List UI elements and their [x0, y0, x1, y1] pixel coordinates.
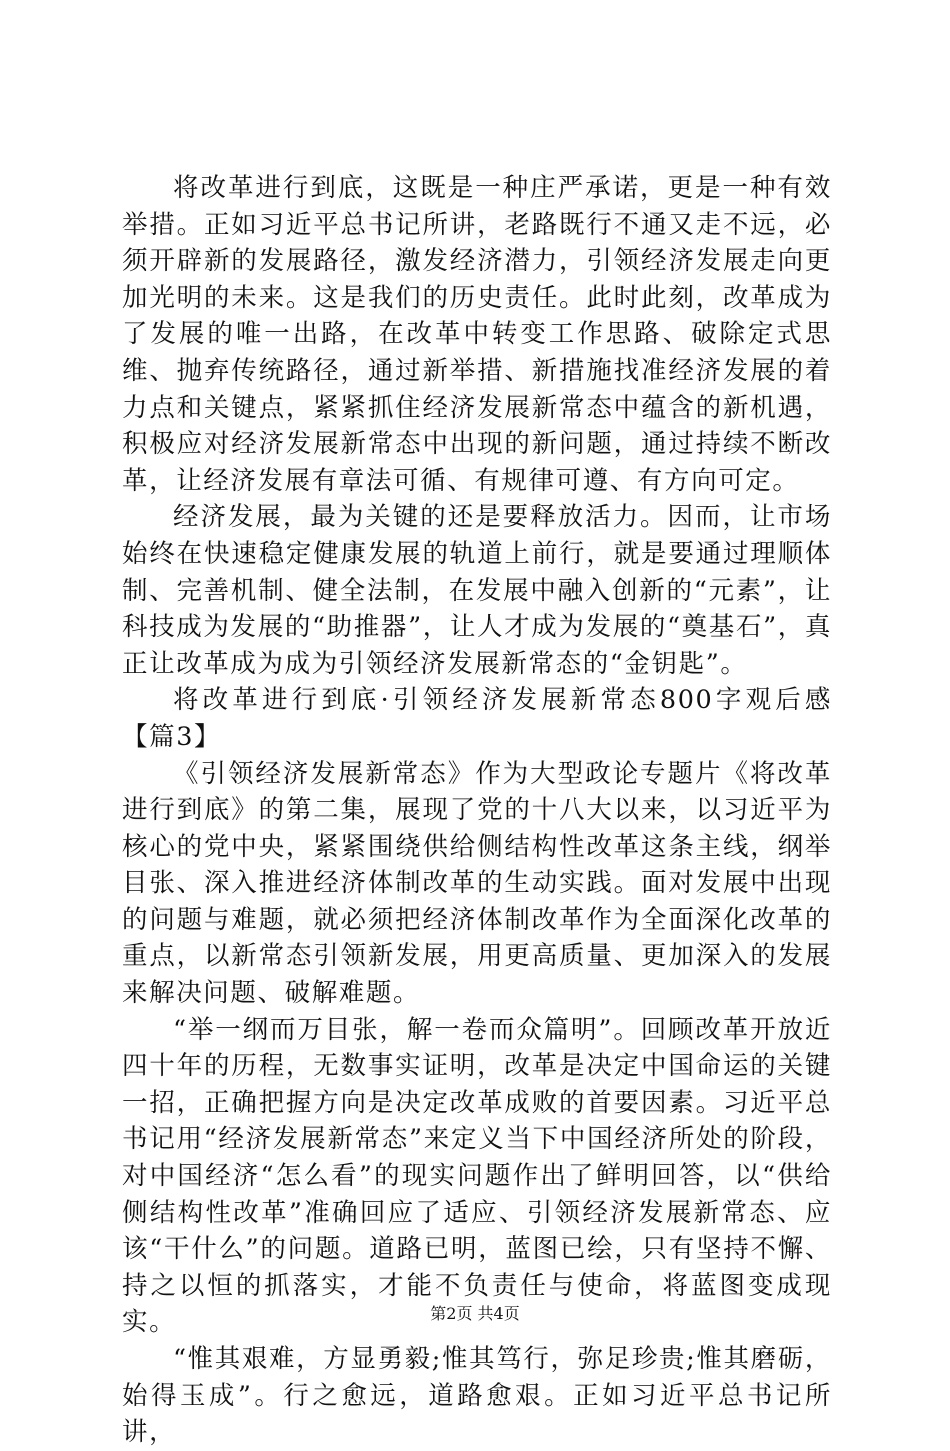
page-number-footer: 第2页 共4页: [430, 1304, 520, 1323]
paragraph-hardship-courage: “惟其艰难，方显勇毅;惟其笃行，弥足珍贵;惟其磨砺，始得玉成”。行之愈远，道路愈艰。正如习近平总书记所讲，: [122, 1344, 832, 1448]
paragraph-new-normal-episode: 《引领经济发展新常态》作为大型政论专题片《将改革进行到底》的第二集，展现了党的十八大以来，以习近平为核心的党中央，紧紧围绕供给侧结构性改革这条主线，纲举目张、深入推进经济体制改革的生动实践。面对发展中出现的问题与难题，就必须把经济体制改革作为全面深化改革的重点，以新常态引领新发展，用更高质量、更加深入的发展来解决问题、破解难题。: [122, 758, 832, 1009]
paragraph-reform-commitment: 将改革进行到底，这既是一种庄严承诺，更是一种有效举措。正如习近平总书记所讲，老路既行不通又走不远，必须开辟新的发展路径，激发经济潜力，引领经济发展走向更加光明的未来。这是我们的历史责任。此时此刻，改革成为了发展的唯一出路，在改革中转变工作思路、破除定式思维、抛弃传统路径，通过新举措、新措施找准经济发展的着力点和关键点，紧紧抓住经济发展新常态中蕴含的新机遇，积极应对经济发展新常态中出现的新问题，通过持续不断改革，让经济发展有章法可循、有规律可遵、有方向可定。: [122, 173, 832, 496]
document-body: [122, 170, 832, 1451]
paragraph-one-key-link: “举一纲而万目张，解一卷而众篇明”。回顾改革开放近四十年的历程，无数事实证明，改革是决定中国命运的关键一招，正确把握方向是决定改革成败的首要因素。习近平总书记用“经济发展新常态”来定义当下中国经济所处的阶段，对中国经济“怎么看”的现实问题作出了鲜明回答，以“供给侧结构性改革”准确回应了适应、引领经济发展新常态、应该“干什么”的问题。道路已明，蓝图已绘，只有坚持不懈、持之以恒的抓落实，才能不负责任与使命，将蓝图变成现实。: [122, 1014, 832, 1338]
paragraph-release-vitality: 经济发展，最为关键的还是要释放活力。因而，让市场始终在快速稳定健康发展的轨道上前行，就是要通过理顺体制、完善机制、健全法制，在发展中融入创新的“元素”，让科技成为发展的“助推器”，让人才成为发展的“奠基石”，真正让改革成为成为引领经济发展新常态的“金钥匙”。: [122, 502, 832, 679]
section-heading-part-3: 将改革进行到底·引领经济发展新常态800字观后感【篇3】: [122, 685, 832, 752]
